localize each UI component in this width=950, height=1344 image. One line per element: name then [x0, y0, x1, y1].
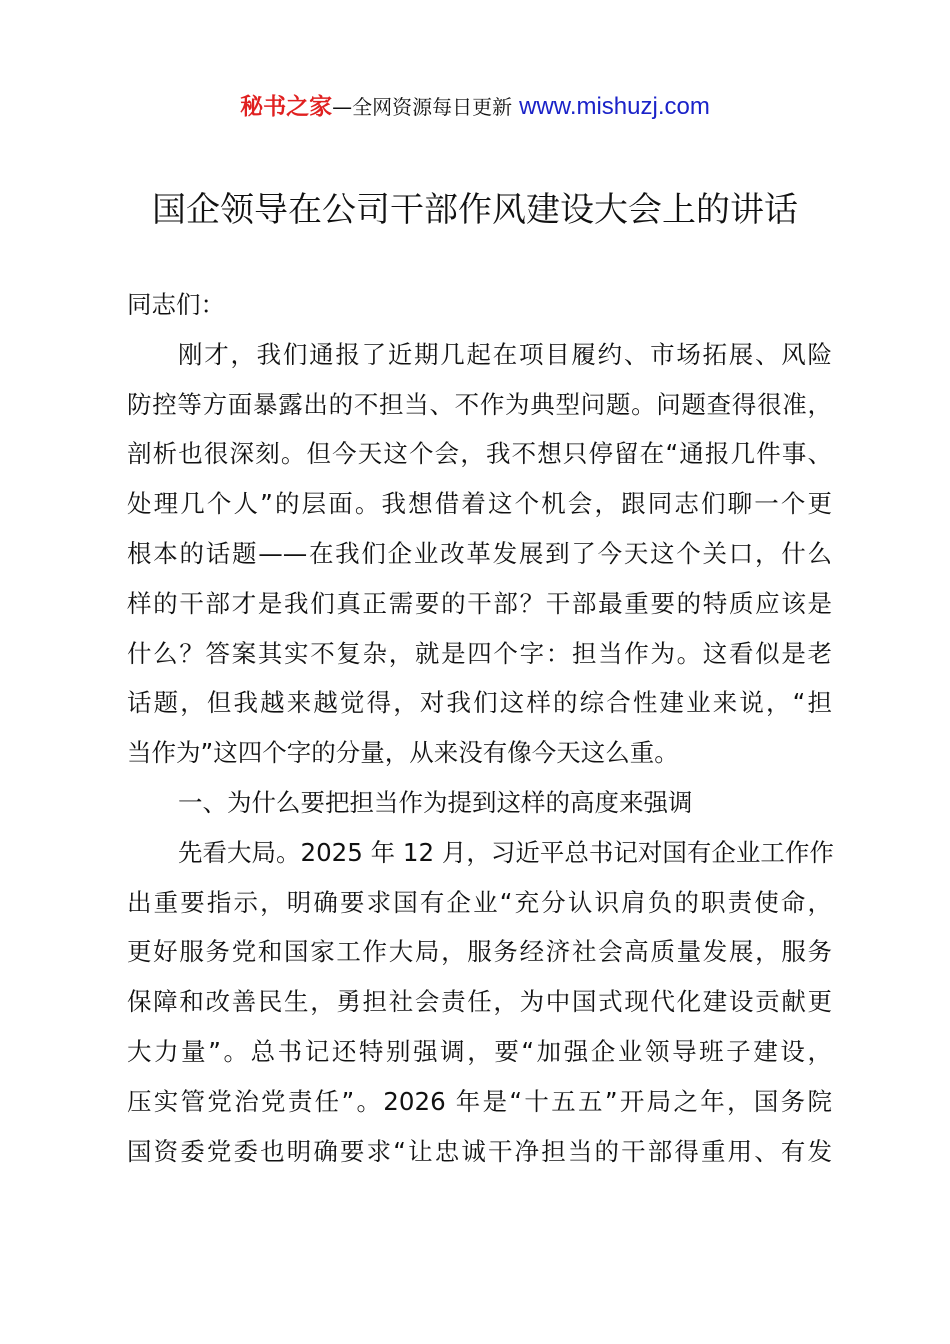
paragraph-line: 防控等方面暴露出的不担当、不作为典型问题。问题查得很准， [127, 389, 832, 419]
site-tagline: —全网资源每日更新 [332, 95, 513, 119]
site-url-link[interactable]: www.mishuzj.com [519, 93, 710, 120]
paragraph-line: 更好服务党和国家工作大局，服务经济社会高质量发展，服务 [127, 937, 832, 967]
paragraph-line: 保障和改善民生，勇担社会责任，为中国式现代化建设贡献更 [127, 987, 832, 1017]
paragraph-line: 刚才，我们通报了近期几起在项目履约、市场拓展、风险 [178, 339, 832, 369]
document-title: 国企领导在公司干部作风建设大会上的讲话 [152, 190, 798, 230]
paragraph-line: 什么？答案其实不复杂，就是四个字：担当作为。这看似是老 [127, 638, 832, 668]
paragraph-line: 大力量”。总书记还特别强调，要“加强企业领导班子建设， [127, 1036, 832, 1066]
paragraph-line: 话题，但我越来越觉得，对我们这样的综合性建业来说，“担 [127, 688, 832, 718]
section-heading: 一、为什么要把担当作为提到这样的高度来强调 [178, 787, 693, 817]
paragraph-line: 压实管党治党责任”。2026 年是“十五五”开局之年，国务院 [127, 1086, 832, 1116]
paragraph-line: 根本的话题——在我们企业改革发展到了今天这个关口，什么 [127, 538, 832, 568]
salutation: 同志们： [127, 290, 225, 319]
site-header [0, 88, 950, 121]
document-body [127, 287, 832, 1183]
paragraph-line: 出重要指示，明确要求国有企业“充分认识肩负的职责使命， [127, 887, 832, 917]
paragraph-line: 处理几个人”的层面。我想借着这个机会，跟同志们聊一个更 [127, 489, 832, 519]
paragraph-context [127, 835, 832, 1184]
paragraph-line: 国资委党委也明确要求“让忠诚干净担当的干部得重用、有发 [127, 1136, 832, 1166]
site-brand: 秘书之家 [240, 94, 333, 120]
paragraph-line: 剖析也很深刻。但今天这个会，我不想只停留在“通报几件事、 [127, 439, 832, 469]
paragraph-line: 先看大局。2025 年 12 月，习近平总书记对国有企业工作作 [178, 837, 834, 867]
paragraph-line: 样的干部才是我们真正需要的干部？干部最重要的特质应该是 [127, 588, 832, 618]
paragraph-line: 当作为”这四个字的分量，从来没有像今天这么重。 [127, 738, 679, 768]
paragraph-intro [127, 337, 832, 785]
